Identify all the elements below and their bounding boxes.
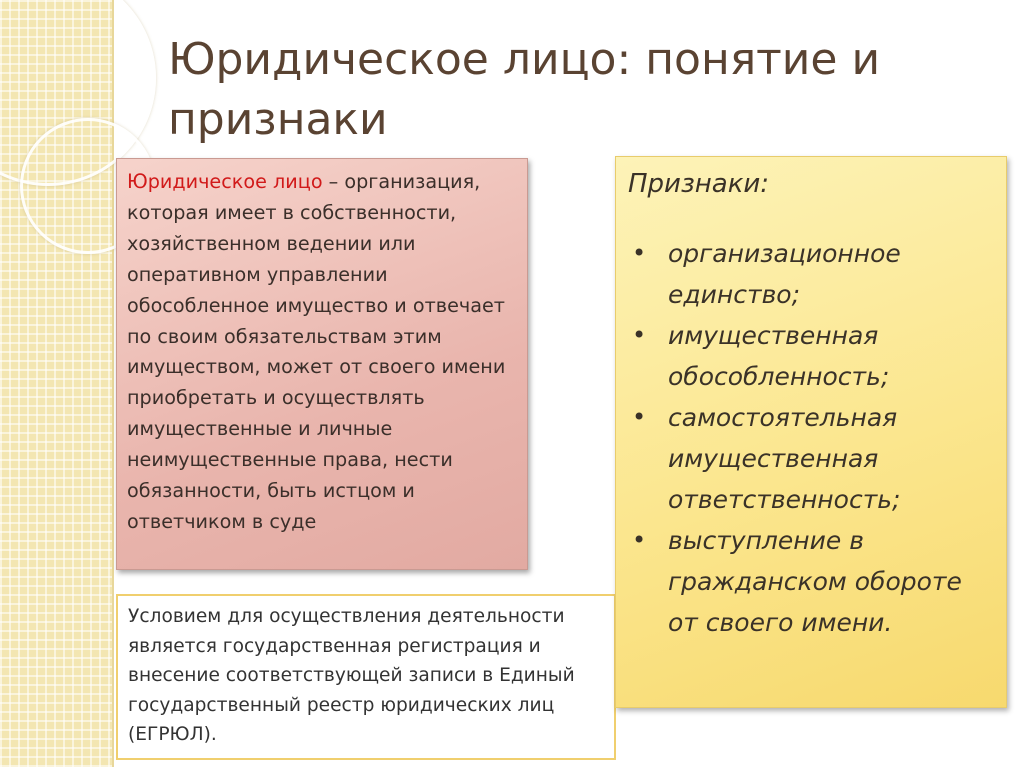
sign-text: имущественная обособленность;: [668, 321, 890, 391]
bullet-icon: •: [632, 239, 647, 267]
sign-text: выступление в гражданском обороте от своего имени.: [668, 526, 962, 637]
signs-box: [615, 156, 1007, 708]
signs-heading: Признаки:: [628, 169, 770, 199]
signs-list: [628, 233, 994, 643]
bullet-icon: •: [632, 526, 647, 554]
bullet-icon: •: [632, 403, 647, 431]
definition-box: [116, 158, 528, 570]
list-item: [628, 315, 994, 397]
slide-title: Юридическое лицо: понятие и признаки: [168, 34, 881, 145]
sign-text: самостоятельная имущественная ответственность;: [668, 403, 901, 514]
condition-text: Условием для осуществления деятельности является государственная регистрация и внесение соответствующей записи в Единый государственный реестр юридических лиц (ЕГРЮЛ).: [128, 606, 575, 746]
list-item: [628, 397, 994, 520]
definition-text: – организация, которая имеет в собственности, хозяйственном ведении или оперативном управлении обособленное имущество и отвечает по своим обязательствам этим имуществом, может от своего имени приобретать и осуществлять имущественные и личные неимущественные права, нести обязанности, быть истцом и ответчиком в суде: [127, 170, 506, 533]
list-item: [628, 520, 994, 643]
sign-text: организационное единство;: [668, 239, 901, 309]
condition-box: [116, 594, 616, 760]
list-item: [628, 233, 994, 315]
definition-term: Юридическое лицо: [127, 170, 323, 193]
bullet-icon: •: [632, 321, 647, 349]
